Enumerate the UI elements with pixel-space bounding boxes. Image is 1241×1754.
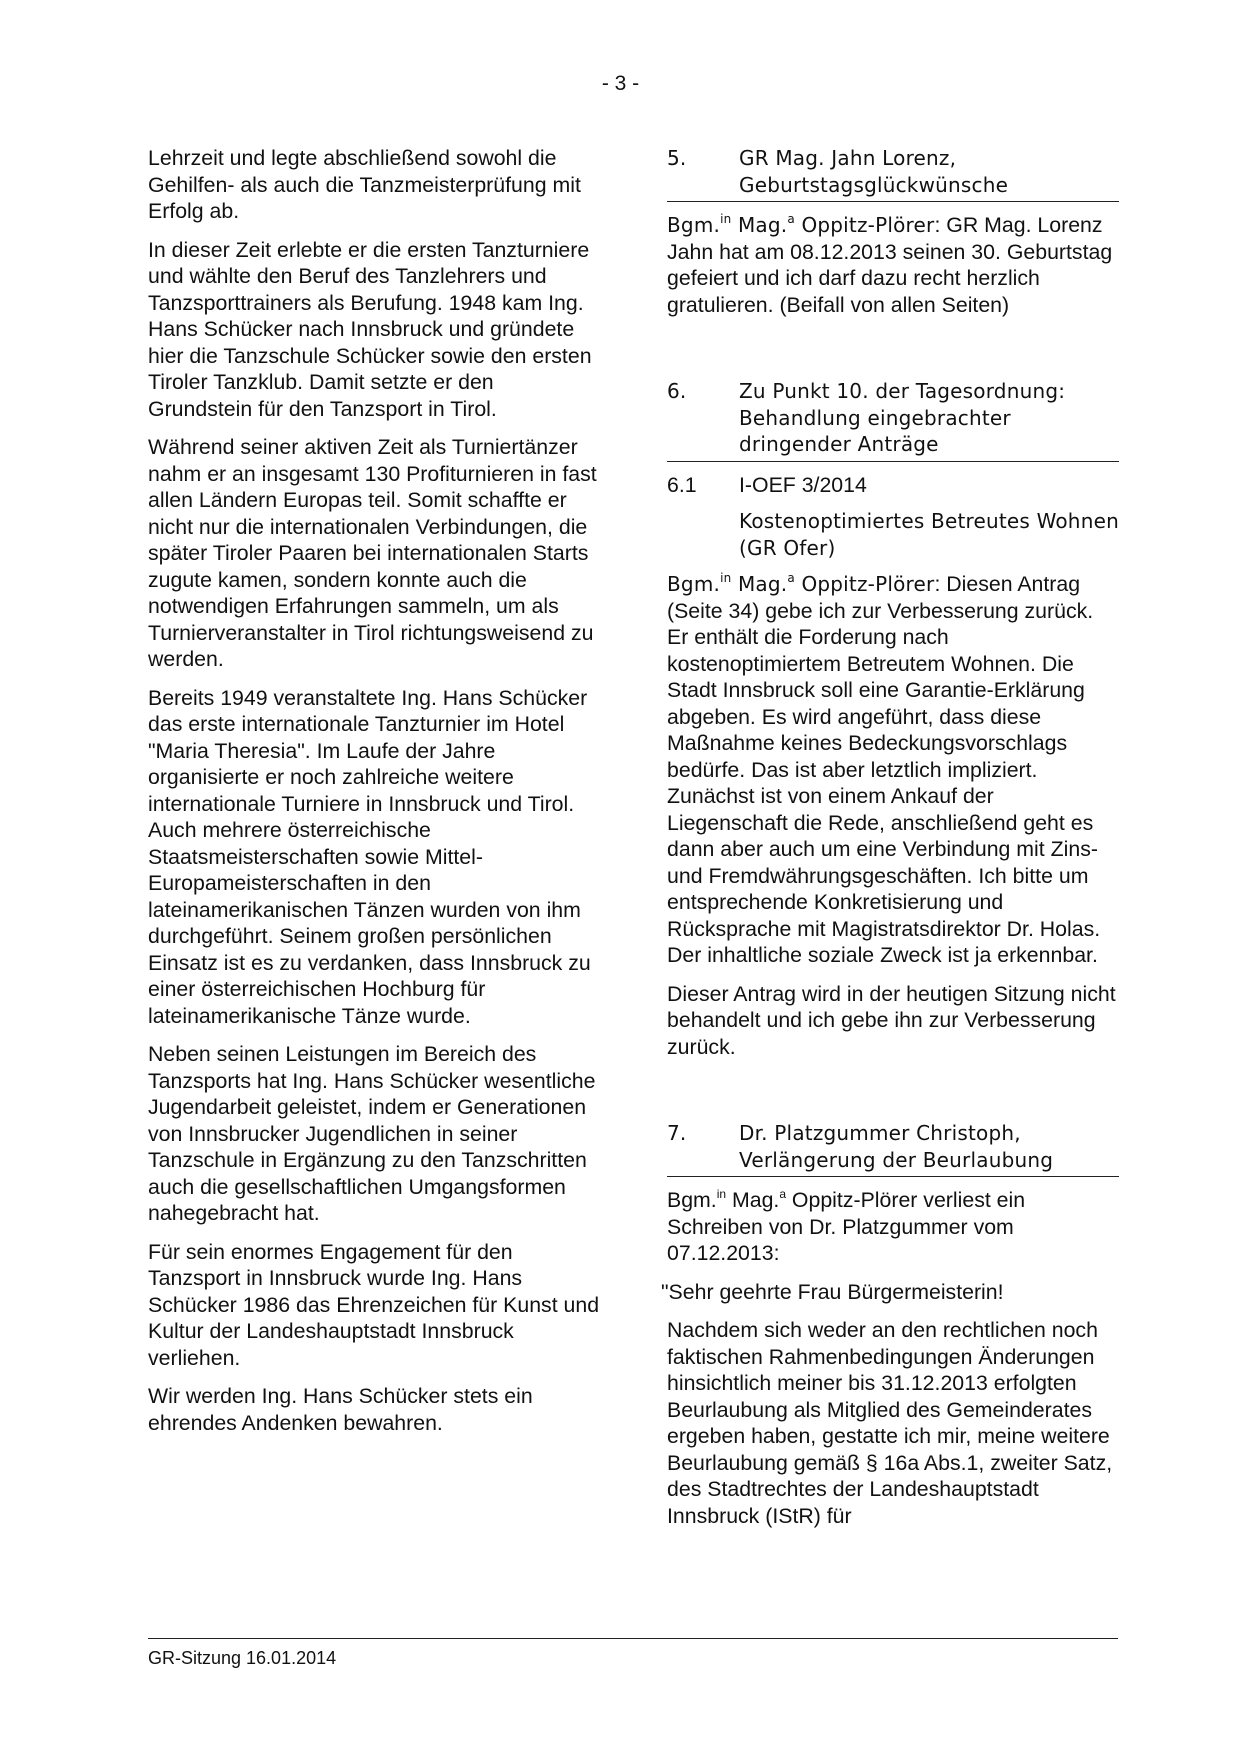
paragraph: Lehrzeit und legte abschließend sowohl die Gehilfen- als auch die Tanzmeisterprüfung mit Erfolg ab. (148, 146, 581, 223)
speech-paragraph: Bgm.$^{in}$ Mag.$^a$ Oppitz-Plörer: Diesen Antrag (Seite 34) gebe ich zur Verbesserung zurück. Er enthält die Forderung nach kostenoptimiertem Betreutem Wohnen. Die Stadt Innsbruck soll eine Garantie-Erklärung abgeben. Es wird angeführt, dass diese Maßnahme keines Bedeckungsvorschlags bedürfe. Das ist aber letztlich impliziert. Zunächst ist von einem Ankauf der Liegenschaft die Rede, anschließend geht es dann aber auch um eine Verbindung mit Zins- und Fremdwährungsgeschäften. Ich bitte um entsprechende Konkretisierung und Rücksprache mit Magistratsdirektor Dr. Holas. Der inhaltliche soziale Zweck ist ja erkennbar. (667, 571, 1101, 967)
paragraph: In dieser Zeit erlebte er die ersten Tanzturniere und wählte den Beruf des Tanzlehrers und Tanzsporttrainers als Berufung. 1948 kam Ing. Hans Schücker nach Innsbruck und gründete hier die Tanzschule Schücker sowie den ersten Tiroler Tanzklub. Damit setzte er den Grundstein für den Tanzsport in Tirol. (148, 237, 592, 421)
letter-salutation: "Sehr geehrte Frau Bürgermeisterin! (661, 1279, 1004, 1304)
paragraph: Während seiner aktiven Zeit als Turniertänzer nahm er an insgesamt 130 Profiturnieren in fast allen Ländern Europas teil. Somit schaffte er nicht nur die internationalen Verbindungen, die später Tiroler Paaren bei internationalen Starts zugute kamen, sondern konnte auch die notwendigen Erfahrungen sammeln, um als Turnierveranstalter in Tirol richtungsweisend zu werden. (148, 435, 597, 671)
subsection-code: I-OEF 3/2014 (739, 472, 867, 497)
subsection-number: 6.1 (667, 472, 697, 497)
section-heading (667, 145, 1119, 202)
section-heading (667, 378, 1119, 462)
right-column (661, 145, 1119, 1541)
speech-paragraph: Bgm.$^{in}$ Mag.$^a$ Oppitz-Plörer: GR Mag. Lorenz Jahn hat am 08.12.2013 seinen 30. Geburtstag gefeiert und ich darf dazu recht herzlich gratulieren. (Beifall von allen Seiten) (667, 212, 1113, 317)
speech-paragraph: Bgm.$^{in}$ Mag.$^a$ Oppitz-Plörer verliest ein Schreiben von Dr. Platzgummer vom 07.12.2013: (667, 1187, 1026, 1265)
section-number: 6. (667, 379, 687, 403)
letter-paragraph: Nachdem sich weder an den rechtlichen noch faktischen Rahmenbedingungen Änderungen hinsichtlich meiner bis 31.12.2013 erfolgten Beurlaubung als Mitglied des Gemeinderates ergeben haben, gestatte ich mir, meine weitere Beurlaubung gemäß § 16a Abs.1, zweiter Satz, des Stadtrechtes der Landeshauptstadt Innsbruck (IStR) für (667, 1318, 1113, 1528)
section-title: Zu Punkt 10. der Tagesordnung: Behandlung eingebrachter dringender Anträge (739, 379, 1066, 456)
page-number: - 3 - (601, 72, 640, 95)
section-title: GR Mag. Jahn Lorenz, Geburtstagsglückwünsche (739, 146, 1009, 197)
section-number: 7. (667, 1121, 687, 1145)
paragraph: Neben seinen Leistungen im Bereich des Tanzsports hat Ing. Hans Schücker wesentliche Jugendarbeit geleistet, indem er Generationen von Innsbrucker Jugendlichen in seiner Tanzschule in Ergänzung zu den Tanzschritten auch die gesellschaftlichen Umgangsformen nahegebracht hat. (148, 1042, 596, 1225)
speaker-label: Bgm.$^{in}$ Mag.$^a$ Oppitz-Plörer (667, 571, 935, 596)
paragraph: Bereits 1949 veranstaltete Ing. Hans Schücker das erste internationale Tanzturnier im Hotel "Maria Theresia". Im Laufe der Jahre organisierte er noch zahlreiche weitere internationale Turniere in Innsbruck und Tirol. Auch mehrere österreichische Staatsmeisterschaften sowie Mittel-Europameisterschaften in den lateinamerikanischen Tänzen wurden von ihm durchgeführt. Seinem großen persönlichen Einsatz ist es zu verdanken, dass Innsbruck zu einer österreichischen Hochburg für lateinamerikanische Tänze wurde. (148, 685, 591, 1028)
left-column (148, 145, 603, 1448)
section-title: Dr. Platzgummer Christoph, Verlängerung der Beurlaubung (739, 1121, 1054, 1172)
spacer (667, 330, 1119, 378)
section-number: 5. (667, 146, 687, 170)
footer-text: GR-Sitzung 16.01.2014 (148, 1648, 337, 1668)
subsection-title: Kostenoptimiertes Betreutes Wohnen (GR Ofer) (739, 509, 1119, 560)
paragraph: Für sein enormes Engagement für den Tanzsport in Innsbruck wurde Ing. Hans Schücker 1986 das Ehrenzeichen für Kunst und Kultur der Landeshauptstadt Innsbruck verliehen. (148, 1239, 600, 1370)
subsection-heading (667, 472, 1119, 499)
speaker-label: Bgm.$^{in}$ Mag.$^a$ Oppitz-Plörer (667, 212, 935, 237)
paragraph: Dieser Antrag wird in der heutigen Sitzung nicht behandelt und ich gebe ihn zur Verbesserung zurück. (667, 981, 1116, 1059)
footer-divider (148, 1638, 1118, 1639)
spacer (667, 1072, 1119, 1120)
paragraph: Wir werden Ing. Hans Schücker stets ein ehrendes Andenken bewahren. (148, 1384, 533, 1435)
section-heading (667, 1120, 1119, 1177)
speaker-label: Bgm.$^{in}$ Mag.$^a$ Oppitz-Plörer (667, 1187, 918, 1212)
